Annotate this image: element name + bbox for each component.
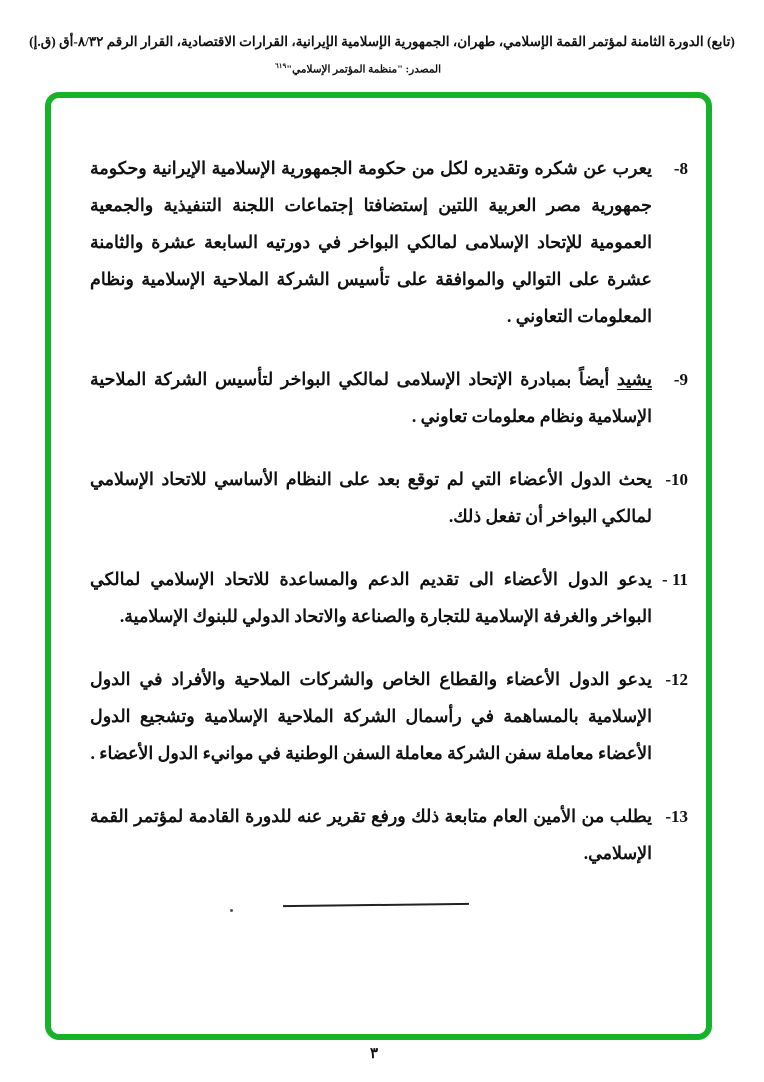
resolution-list — [45, 92, 712, 906]
item-body: الدول الأعضاء والقطاع الخاص والشركات الملاحية والأفراد في الدول الإسلامية بالمساهمة في رأسمال الشركة الملاحية الإسلامية وتشجيع الدول الأعضاء معاملة سفن الشركة معاملة السفن الوطنية في موانيء الدول الأعضاء . — [90, 669, 652, 763]
source-footnote-ref: ٦١٩ — [274, 62, 287, 70]
item-number: 11 - — [662, 570, 688, 589]
resolution-item — [90, 461, 688, 535]
item-number: 9- — [673, 370, 688, 389]
item-text — [90, 561, 652, 635]
item-number: 8- — [673, 159, 688, 178]
item-body: من الأمين العام متابعة ذلك ورفع تقرير عنه للدورة القادمة لمؤتمر القمة الإسلامي. — [90, 806, 652, 863]
item-keyword: يشيد — [617, 369, 653, 389]
item-keyword: يدعو — [618, 569, 652, 589]
item-number: 12- — [665, 670, 688, 689]
item-keyword: يحث — [618, 469, 653, 489]
resolution-item — [90, 561, 688, 635]
resolution-item — [90, 150, 688, 335]
item-text — [90, 361, 652, 435]
item-body: الدول الأعضاء التي لم توقع بعد على النظام الأساسي للاتحاد الإسلامي لمالكي البواخر أن تفعل ذلك. — [90, 469, 652, 526]
item-keyword: يدعو — [618, 669, 652, 689]
item-body: عن شكره وتقديره لكل من حكومة الجمهورية الإسلامية الإيرانية وحكومة جمهورية مصر العربية اللتين إستضافتا إجتماعات اللجنة التنفيذية والجمعية العمومية للإتحاد الإسلامى لمالكي البواخر في دورتيه السابعة عشرة والثامنة عشرة على التوالي والموافقة على تأسيس الشركة الملاحية الإسلامية ونظام المعلومات التعاوني . — [90, 158, 652, 326]
resolution-item — [90, 798, 688, 872]
item-keyword: يعرب — [612, 158, 652, 178]
header-title: (تابع) الدورة الثامنة لمؤتمر القمة الإسلامي، طهران، الجمهورية الإسلامية الإيرانية، القرارات الاقتصادية، القرار الرقم ٨/٣٢-أق (ق.إ) — [29, 34, 735, 49]
item-number: 10- — [665, 470, 688, 489]
item-text — [90, 150, 652, 335]
page-number: ٣ — [369, 1046, 379, 1062]
item-number: 13- — [665, 807, 688, 826]
item-body: أيضاً بمبادرة الإتحاد الإسلامى لمالكي البواخر لتأسيس الشركة الملاحية الإسلامية ونظام معلومات تعاوني . — [90, 369, 652, 426]
resolution-item — [90, 661, 688, 772]
resolution-item — [90, 361, 688, 435]
source-line — [0, 62, 740, 76]
item-text — [90, 461, 652, 535]
source-text: المصدر: "منظمة المؤتمر الإسلامي" — [286, 64, 442, 76]
item-text — [90, 661, 652, 772]
item-text — [90, 798, 652, 872]
item-body: الدول الأعضاء الى تقديم الدعم والمساعدة للاتحاد الإسلامي لمالكي البواخر والغرفة الإسلامية للتجارة والصناعة والاتحاد الدولي للبنوك الإسلامية. — [90, 569, 652, 626]
scan-speck — [230, 909, 233, 912]
item-keyword: يطلب — [609, 806, 652, 826]
